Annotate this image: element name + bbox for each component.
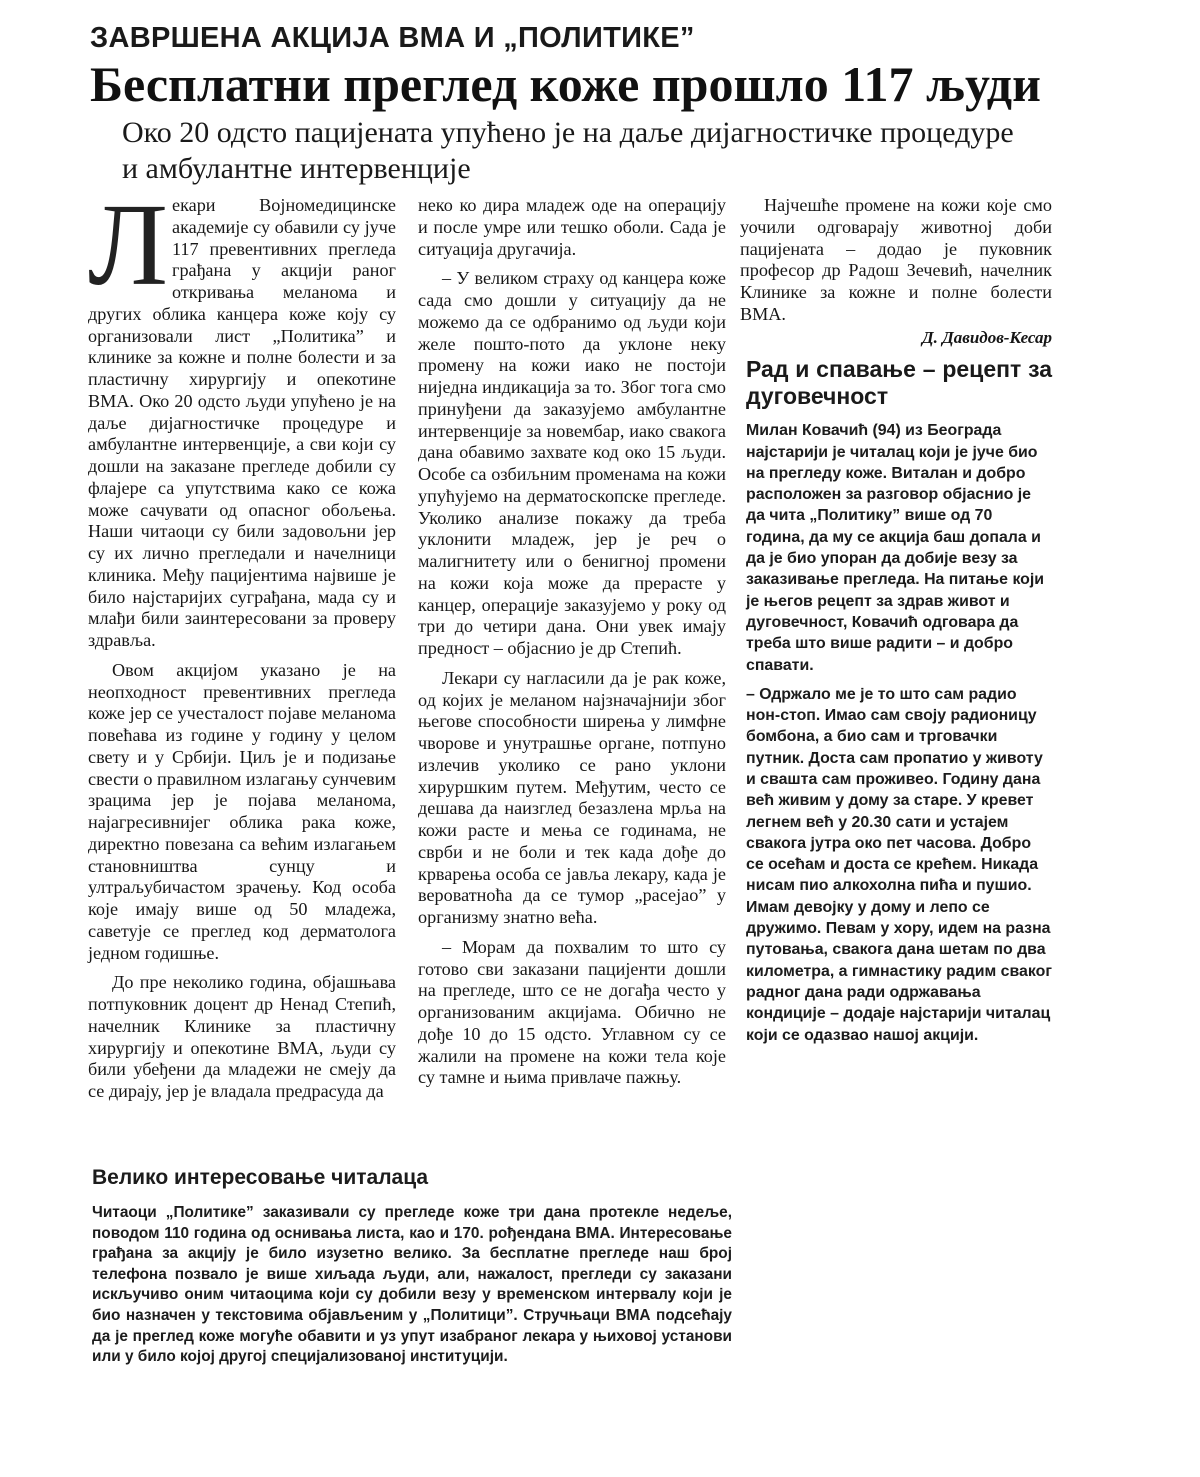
article-paragraph: неко ко дира младеж оде на операцију и после умре или тешко оболи. Сада је ситуација другачија.: [418, 195, 726, 259]
sidebar-paragraph: – Одржало ме је то што сам радио нон-стоп. Имао сам своју радионицу бомбона, а био сам и трговачки путник. Доста сам пропатио у животу и свашта сам проживео. Годину дана већ живим у дому за старе. У кревет легнем већ у 20.30 сати и устајем свакога јутра око пет часова. Добро се осећам и доста се крећем. Никада нисам пио алкохолна пића и пушио. Имам девојку у дому и лепо се дружимо. Певам у хору, идем на разна путовања, свакога дана шетам по два километра, а гимнастику радим сваког радног дана ради одржавања кондиције – додаје најстарији читалац који се одазвао нашој акцији.: [746, 685, 1052, 1044]
article-paragraph: Најчешће промене на кожи које смо уочили одговарају животној доби пацијената – додао је пуковник професор др Радош Зечевић, начелник Клинике за кожне и полне болести ВМА.: [740, 195, 1052, 324]
box-title: Велико интересовање читалаца: [92, 1166, 429, 1189]
article-paragraph: До пре неколико година, објашњава потпуковник доцент др Ненад Степић, начелник Клинике за пластичну хирургију и опекотине ВМА, људи су били убеђени да младежи не смеју да се дирају, јер је владала предрасуда да: [88, 972, 396, 1101]
article-byline: Д. Давидов-Кесар: [922, 327, 1052, 347]
sidebar-paragraph: Милан Ковачић (94) из Београда најстарији је читалац који је јуче био на прегледу коже. Виталан и добро расположен за разговор објаснио је да чита „Политику” више од 70 година, да му се акција баш допала и да је био упоран да добије везу за заказивање прегледа. На питање који је његов рецепт за здрав живот и дуговечност, Ковачић одговара да треба што више радити – и добро спавати.: [746, 422, 1045, 674]
article-column-3: [740, 195, 1052, 1046]
article-paragraph: Овом акцијом указано је на неопходност превентивних прегледа коже јер се учесталост појаве меланома повећава из године у годину у целом свету и у Србији. Циљ је и подизање свести о правилном излагању сунчевим зрацима јер је појава меланома, најагресивнијег облика рака коже, директно повезана са већим излагањем становништва сунцу и ултраљубичастом зрачењу. Код особа које имају више од 50 младежа, саветује се преглед код дерматолога једном годишње.: [88, 659, 396, 963]
article-headline: Бесплатни преглед коже прошло 117 људи: [90, 56, 1041, 112]
article-paragraph: екари Војномедицинске академије су обавили су јуче 117 превентивних прегледа грађана у акцији раног откривања меланома и других облика канцера коже коју су организовали лист „Политика” и клинике за кожне и полне болести и за пластичну хирургију и опекотине ВМА. Око 20 одсто људи упућено је на даље дијагностичке процедуре и амбулантне интервенције, а сви који су дошли на заказане прегледе добили су флајере са упутствима како се кожа може сачувати од опасног обољења. Наши читаоци су били задовољни јер су их лично прегледали и начелници клиника. Међу пацијентима највише је било најстаријих суграђана, мада су и млађи били заинтересовани за проверу здравља.: [88, 195, 396, 650]
article-paragraph: – У великом страху од канцера коже сада смо дошли у ситуацију да не можемо да се одбранимо од људи који желе пошто-пото да уклоне неку промену на кожи иако не постоји ниједна индикација за то. Због тога смо принуђени да заказујемо амбулантне интервенције за новембар, иако свакога дана обавимо захвате код око 15 људи. Особе са озбиљним променама на кожи упућујемо на дерматоскопске прегледе. Уколико анализе покажу да треба уклонити младеж, јер је реч о малигнитету или о бенигној промени на кожи која може да прерасте у канцер, операције заказујемо у року од три до четири дана. Они увек имају предност – објаснио је др Степић.: [418, 268, 726, 658]
article-paragraph: – Морам да похвалим то што су готово сви заказани пацијенти дошли на прегледе, што се не догађа често у организованим акцијама. Обично не дође 10 до 15 одсто. Углавном су се жалили на промене на кожи тела које су тамне и њима привлаче пажњу.: [418, 936, 726, 1088]
drop-cap: Л: [88, 179, 169, 310]
box-body: Читаоци „Политике” заказивали су прегледе коже три дана протекле недеље, поводом 110 година од оснивања листа, као и 170. рођендана ВМА. Интересовање грађана за акцију је било изузетно велико. За бесплатне прегледе наш број телефона позвало је више хиљада људи, али, нажалост, прегледи су заказани искључиво оним читаоцима који су добили везу у временском интервалу који је био назначен у текстовима објављеним у „Политици”. Стручњаци ВМА подсећају да је преглед коже могуће обавити и уз упут изабраног лекара у њиховој установи или у било којој другој специјализованој институцији.: [92, 1204, 732, 1366]
article-kicker: ЗАВРШЕНА АКЦИЈА ВМА И „ПОЛИТИКЕ”: [90, 22, 695, 54]
article-column-2: [418, 195, 726, 1089]
article-paragraph: Лекари су нагласили да је рак коже, од којих је меланом најзначајнији због његове способности ширења у лимфне чворове и унутрашње органе, потпуно излечив уколико се рано уклони хируршким путем. Међутим, често се дешава да наизглед безазлена мрља на кожи расте и мења се годинама, не сврби и не боли и тек када дође до крварења особа се јавља лекару, када је вероватноћа да се тумор „расејао” у организму знатно већа.: [418, 667, 726, 927]
sidebar-body: [740, 420, 1052, 1046]
sidebar-title: Рад и спавање – рецепт за дуговечност: [746, 356, 1052, 410]
article-subhead: Око 20 одсто пацијената упућено је на даље дијагностичке процедуре и амбулантне интервенције: [122, 116, 1014, 185]
article-column-1: [88, 179, 396, 1103]
